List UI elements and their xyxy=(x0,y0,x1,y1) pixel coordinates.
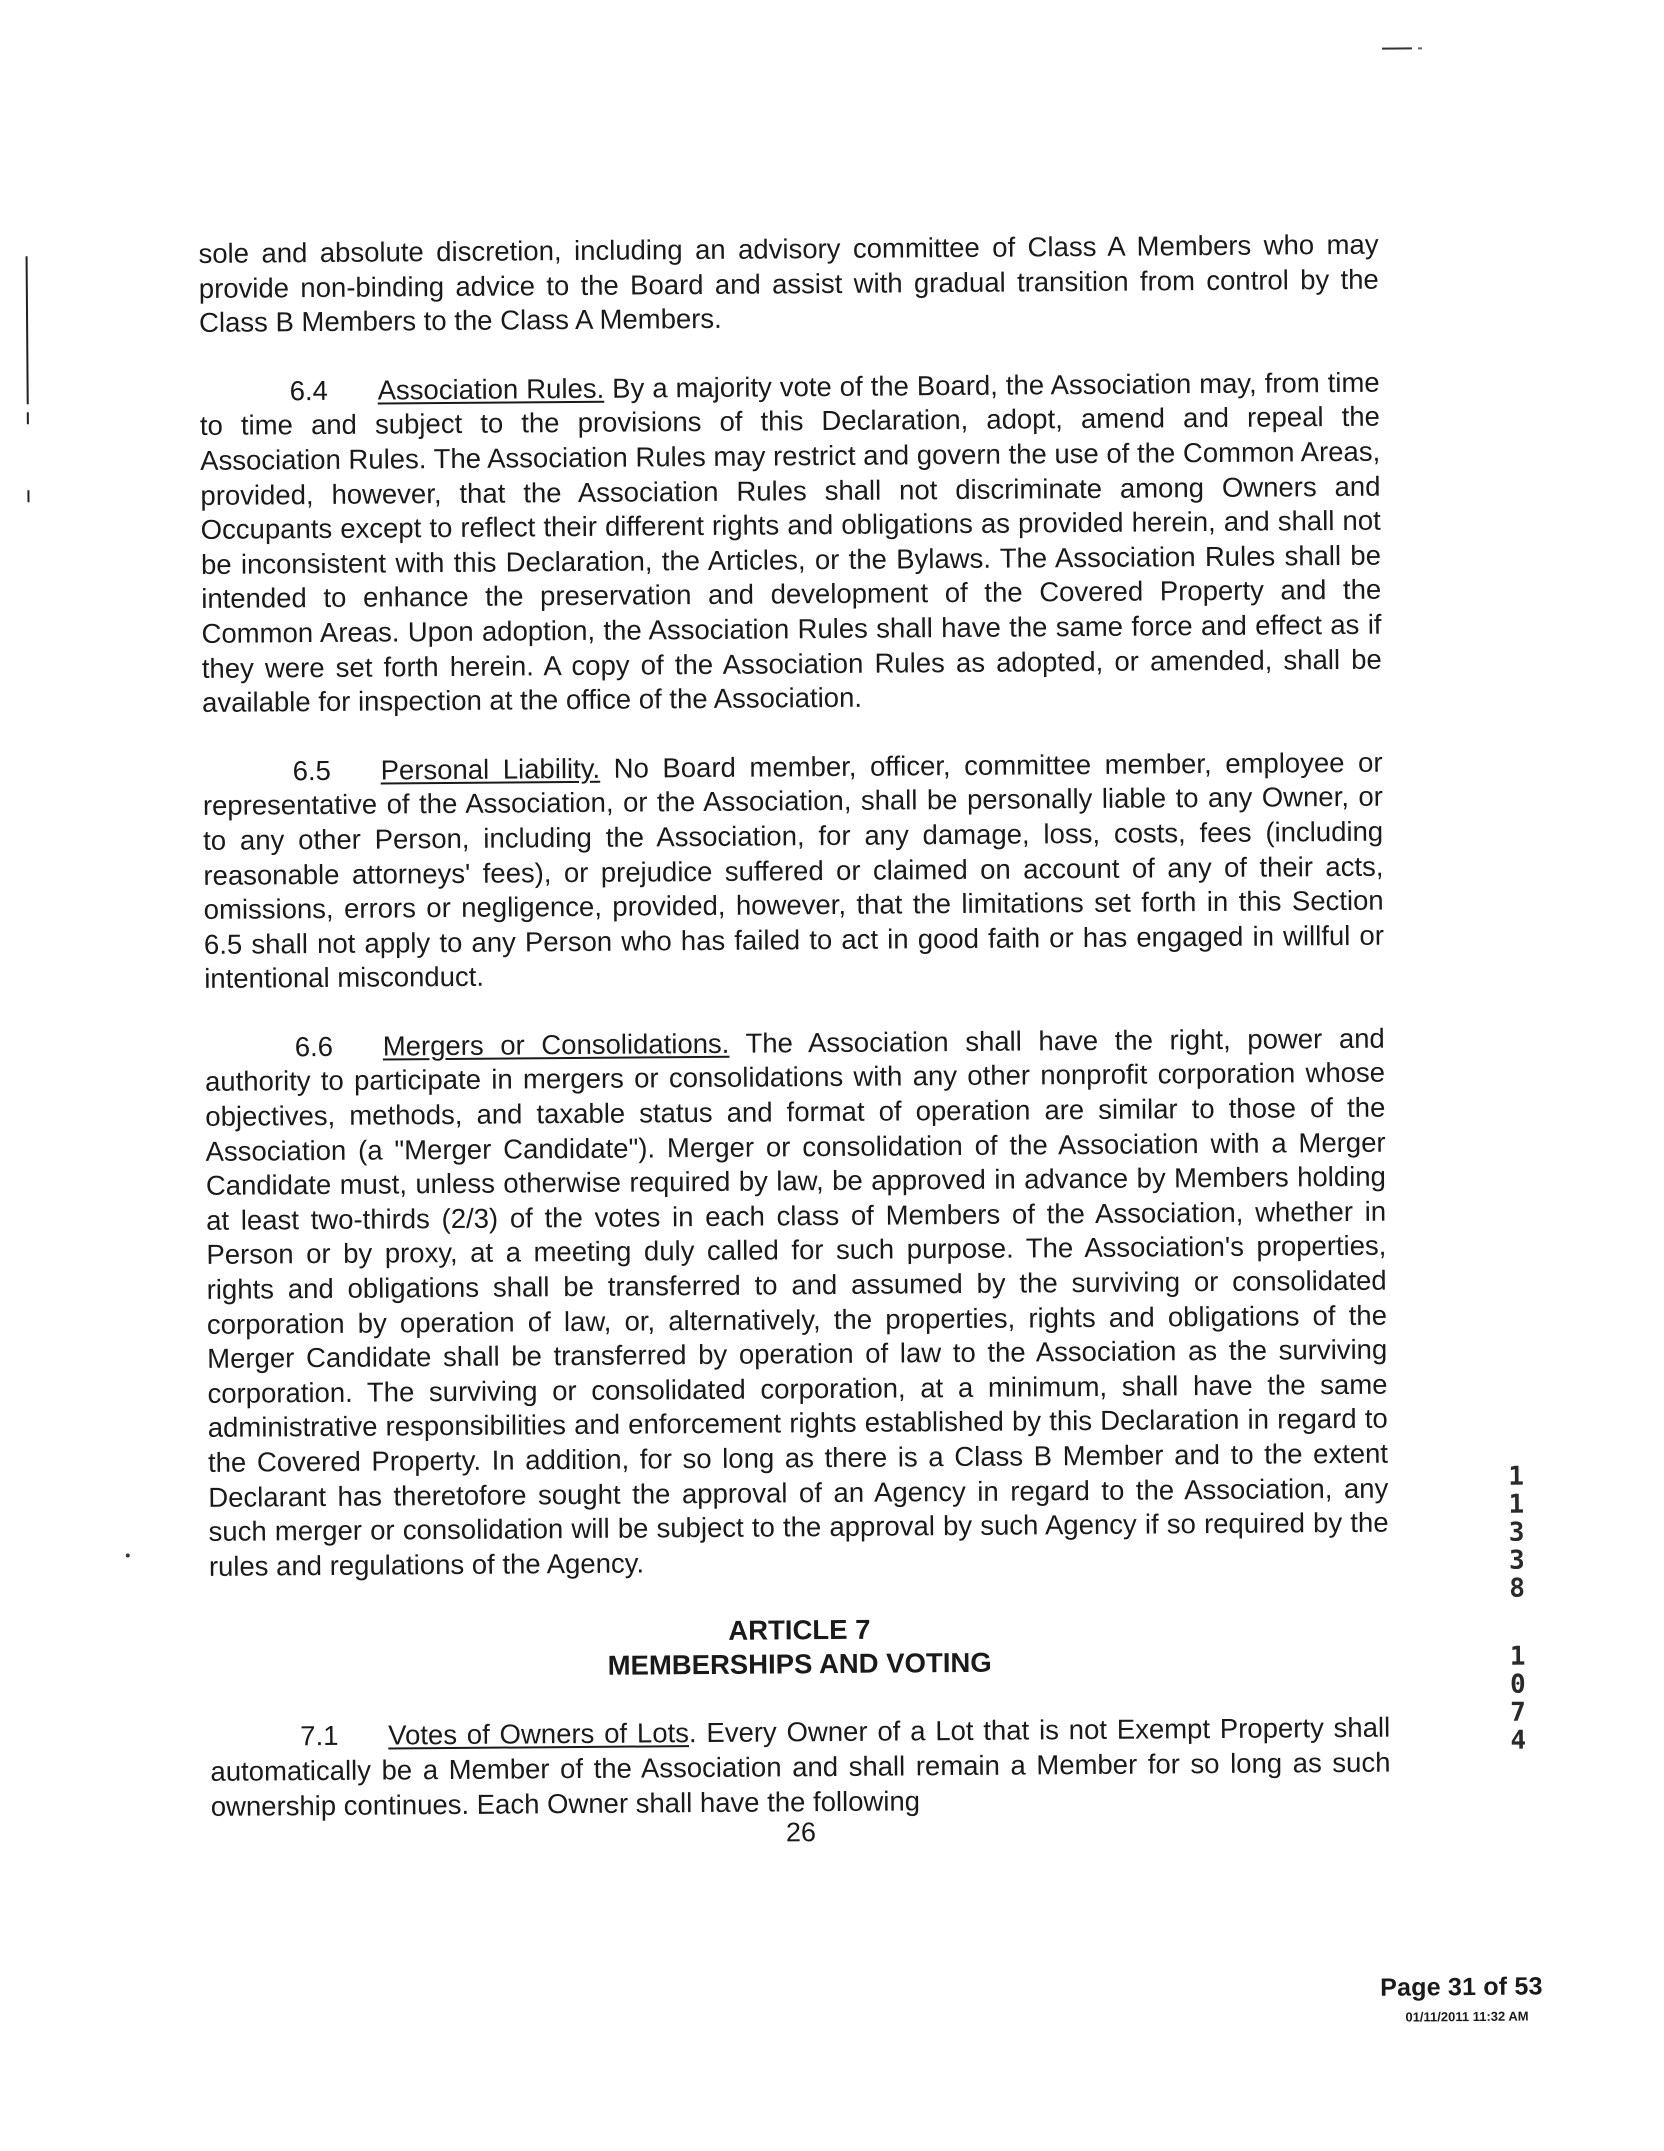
section-number: 6.6 xyxy=(294,1030,334,1063)
scan-speck xyxy=(126,1554,130,1558)
intro-paragraph xyxy=(198,228,1379,341)
stamp-digit: 8 xyxy=(1509,1573,1526,1604)
section-title: Votes of Owners of Lots xyxy=(388,1717,690,1751)
section-body: . Every Owner of a Lot that is not Exempt Property shall automatically be a Member of the Association and shall remain a Member for so long as such ownership continues. Each Owner shall have the following xyxy=(210,1712,1391,1822)
stamp-digit: 4 xyxy=(1510,1725,1527,1756)
revision-bar xyxy=(26,256,29,404)
stamp-digit: 1 xyxy=(1508,1461,1525,1492)
intro-text: sole and absolute discretion, including an advisory committee of Class A Members who may provide non-binding advice to the Board and assist with gradual transition from control by the Class B Members to the Class A Members. xyxy=(198,228,1379,339)
page-number: 26 xyxy=(785,1817,817,1848)
section-body: No Board member, officer, committee member, employee or representative of the Association, or the Association, shall be personally liable to any Owner, or to any other Person, including the Association, for any damage, loss, costs, fees (including reasonable attorneys' fees), or prejudice suffered or claimed on account of any of their acts, omissions, errors or negligence, provided, however, that the limitations set forth in this Section 6.5 shall not apply to any Person who has failed to act in good faith or has engaged in willful or intentional misconduct. xyxy=(202,746,1385,995)
stamp-digit: 3 xyxy=(1508,1545,1525,1576)
section-number: 6.5 xyxy=(292,754,331,786)
section-number: 7.1 xyxy=(300,1720,339,1752)
scan-mark xyxy=(1382,47,1412,49)
footer-timestamp: 01/11/2011 11:32 AM xyxy=(1405,2008,1529,2025)
section-6-4 xyxy=(200,365,1383,720)
section-6-5 xyxy=(202,745,1384,996)
section-title: Personal Liability. xyxy=(380,752,601,786)
article-title: MEMBERSHIPS AND VOTING xyxy=(607,1647,992,1682)
revision-bar-tick xyxy=(27,412,29,424)
revision-bar-tick xyxy=(27,490,29,502)
section-7-1 xyxy=(210,1711,1391,1824)
section-title: Association Rules. xyxy=(377,372,605,406)
section-6-6 xyxy=(205,1022,1389,1585)
stamp-digit: 1 xyxy=(1508,1489,1525,1520)
scan-mark-dot xyxy=(1418,47,1422,49)
stamp-digit: 0 xyxy=(1509,1669,1526,1700)
stamp-digit: 1 xyxy=(1509,1641,1526,1672)
section-body: The Association shall have the right, power and authority to participate in mergers or consolidations with any other nonprofit corporation whose objectives, methods, and taxable status and format of operation are similar to those of the Association (a "Merger Candidate"). Merger or consolidation of the Association with a Merger Candidate must, unless otherwise required by law, be approved in advance by Members holding at least two-thirds (2/3) of the votes in each class of Members of the Association, whether in Person or by proxy, at a meeting duly called for such purpose. The Association's properties, rights and obligations shall be transferred to and assumed by the surviving or consolidated corporation by operation of law, or, alternatively, the properties, rights and obligations of the Merger Candidate shall be transferred by operation of law to the Association as the surviving corporation. The surviving or consolidated corporation, at a minimum, shall have the same administrative responsibilities and enforcement rights established by this Declaration in regard to the Covered Property. In addition, for so long as there is a Class B Member and to the extent Declarant has theretofore sought the approval of an Agency in regard to the Association, any such merger or consolidation will be subject to the approval by such Agency if so required by the rules and regulations of the Agency. xyxy=(204,1022,1389,1582)
stamp-digit: 7 xyxy=(1510,1697,1526,1728)
stamp-digit: 3 xyxy=(1508,1517,1525,1548)
recording-stamp xyxy=(1501,1463,1533,1755)
document-body xyxy=(198,228,1391,1855)
section-title: Mergers or Consolidations. xyxy=(382,1027,730,1062)
section-number: 6.4 xyxy=(289,374,328,407)
section-body: By a majority vote of the Board, the Association may, from time to time and subject to the provisions of this Declaration, adopt, amend and repeal the Association Rules. The Association Rules may restrict and govern the use of the Common Areas, provided, however, that the Association Rules shall not discriminate among Owners and Occupants except to reflect their different rights and obligations as provided herein, and shall not be inconsistent with this Declaration, the Articles, or the Bylaws. The Association Rules shall be intended to enhance the preservation and development of the Covered Property and the Common Areas. Upon adoption, the Association Rules shall have the same force and effect as if they were set forth herein. A copy of the Association Rules as adopted, or amended, shall be available for inspection at the office of the Association. xyxy=(199,366,1382,719)
footer-page-count: Page 31 of 53 xyxy=(1380,1972,1543,2002)
article-label: ARTICLE 7 xyxy=(728,1614,871,1647)
article-heading xyxy=(209,1609,1389,1686)
